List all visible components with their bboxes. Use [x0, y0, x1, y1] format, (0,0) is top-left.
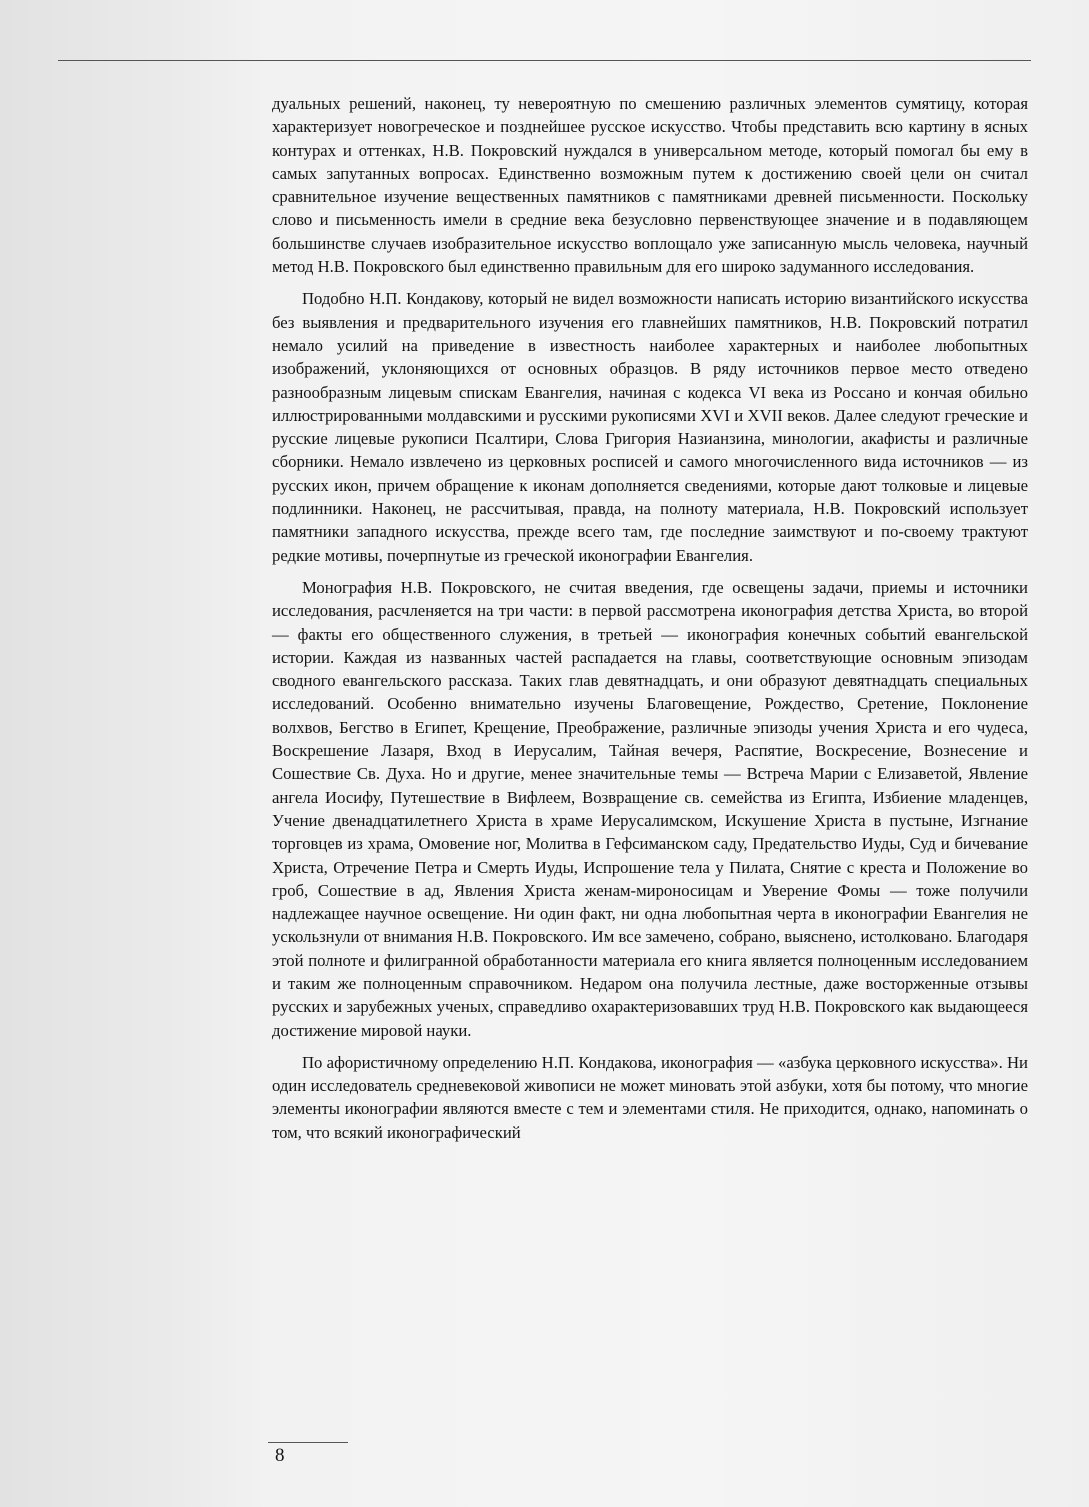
paragraph-2: Подобно Н.П. Кондакову, который не видел возможности написать историю византийского искусства без выявления и предварительного изучения его главнейших памятников, Н.В. Покровский потратил немало усилий на приведение в известность наиболее характерных и наиболее любопытных изображений, уклоняющихся от основных образцов. В ряду источников первое место отведено разнообразным лицевым спискам Евангелия, начиная с кодекса VI века из Россано и кончая обильно иллюстрированными молдавскими и русскими рукописями XVI и XVII веков. Далее следуют греческие и русские лицевые рукописи Псалтири, Слова Григория Назианзина, минологии, акафисты и различные сборники. Немало извлечено из церковных росписей и самого многочисленного вида источников — из русских икон, причем обращение к иконам дополняется сведениями, которые дают толковые и лицевые подлинники. Наконец, не рассчитывая, правда, на полноту материала, Н.В. Покровский использует памятники западного искусства, прежде всего там, где последние заимствуют и по-своему трактуют редкие мотивы, почерпнутые из греческой иконографии Евангелия. [272, 289, 1028, 565]
facing-page-bleed-through [0, 90, 268, 1450]
footer-rule [268, 1442, 348, 1443]
top-rule [58, 60, 1031, 61]
paragraph-4: По афористичному определению Н.П. Кондакова, иконография — «азбука церковного искусства». Ни один исследователь средневековой живописи не может миновать этой азбуки, хотя бы потому, что многие элементы иконографии являются вместе с тем и элементами стиля. Не приходится, однако, напоминать о том, что всякий иконографический [272, 1052, 1028, 1142]
main-text-column [272, 92, 1028, 1153]
page-number: 8 [275, 1445, 285, 1466]
paragraph-1: дуальных решений, наконец, ту невероятную по смешению различных элементов сумятицу, которая характеризует новогреческое и позднейшее русское искусство. Чтобы представить всю картину в ясных контурах и оттенках, Н.В. Покровский нуждался в универсальном методе, который помогал бы ему в самых запутанных вопросах. Единственно возможным путем к достижению своей цели он считал сравнительное изучение вещественных памятников с памятниками древней письменности. Поскольку слово и письменность имели в средние века безусловно первенствующее значение и в подавляющем большинстве случаев изобразительное искусство воплощало уже записанную мысль человека, научный метод Н.В. Покровского был единственно правильным для его широко задуманного исследования. [272, 94, 1028, 277]
paragraph-3: Монография Н.В. Покровского, не считая введения, где освещены задачи, приемы и источники исследования, расчленяется на три части: в первой рассмотрена иконография детства Христа, во второй — факты его общественного служения, в третьей — иконография конечных событий евангельской истории. Каждая из названных частей распадается на главы, соответствующие основным эпизодам сводного евангельского рассказа. Таких глав девятнадцать, и они образуют девятнадцать специальных исследований. Особенно внимательно изучены Благовещение, Рождество, Сретение, Поклонение волхвов, Бегство в Египет, Крещение, Преображение, различные эпизоды учения Христа и его чудеса, Воскрешение Лазаря, Вход в Иерусалим, Тайная вечеря, Распятие, Воскресение, Вознесение и Сошествие Св. Духа. Но и другие, менее значительные темы — Встреча Марии с Елизаветой, Явление ангела Иосифу, Путешествие в Вифлеем, Возвращение св. семейства из Египта, Избиение младенцев, Учение двенадцатилетнего Христа в храме Иерусалимском, Искушение Христа в пустыне, Изгнание торговцев из храма, Омовение ног, Молитва в Гефсиманском саду, Предательство Иуды, Суд и бичевание Христа, Отречение Петра и Смерть Иуды, Испрошение тела у Пилата, Снятие с креста и Положение во гроб, Сошествие в ад, Явления Христа женам-мироносицам и Уверение Фомы — тоже получили надлежащее научное освещение. Ни один факт, ни одна любопытная черта в иконографии Евангелия не ускользнули от внимания Н.В. Покровского. Им все замечено, собрано, выяснено, истолковано. Благодаря этой полноте и филигранной обработанности материала его книга является полноценным исследованием и таким же полноценным справочником. Недаром она получила лестные, даже восторженные отзывы русских и зарубежных ученых, справедливо охарактеризовавших труд Н.В. Покровского как выдающееся достижение мировой науки. [272, 577, 1028, 1040]
